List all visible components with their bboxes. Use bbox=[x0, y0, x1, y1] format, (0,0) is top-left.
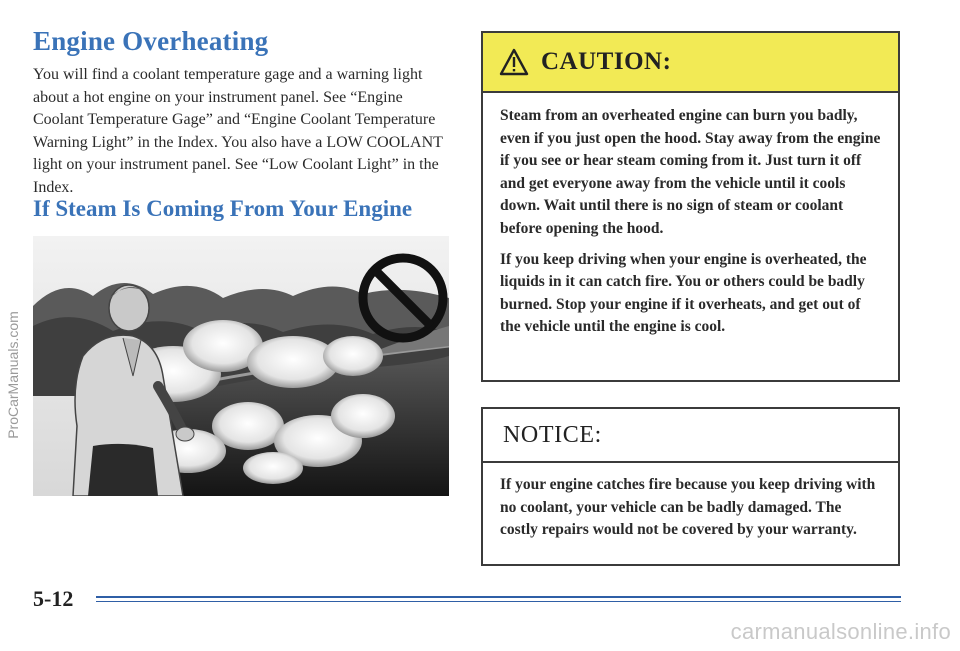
notice-box bbox=[481, 407, 900, 566]
notice-header bbox=[483, 409, 898, 463]
side-watermark bbox=[4, 240, 22, 510]
steam-illustration bbox=[33, 236, 449, 496]
bottom-watermark: carmanualsonline.info bbox=[730, 619, 951, 644]
caution-title: CAUTION: bbox=[541, 48, 672, 75]
intro-paragraph: You will find a coolant temperature gage and a warning light about a hot engine on your instrument panel. See “Engine Coolant Temperature Gage” and “Engine Coolant Temperature Warning Light” in the Index. You also have a LOW COOLANT light on your instrument panel. See “Low Coolant Light” in the Index. bbox=[33, 66, 443, 196]
warning-triangle-icon bbox=[499, 48, 529, 76]
caution-paragraph: Steam from an overheated engine can burn you badly, even if you just open the hood. Stay away from the engine if you see or hear steam coming from it. Just turn it off and get everyone away from the vehicle until it cools down. Wait until there is no sign of steam or coolant before opening the hood. bbox=[500, 107, 881, 237]
notice-body bbox=[483, 463, 898, 542]
caution-header bbox=[483, 33, 898, 93]
caution-body bbox=[483, 93, 898, 339]
caution-box bbox=[481, 31, 900, 382]
side-watermark-text: ProCarManuals.com bbox=[5, 311, 21, 439]
caution-paragraph: If you keep driving when your engine is overheated, the liquids in it can catch fire. You or others could be badly burned. Stop your engine if it overheats, and get out of the vehicle until the engine is cool. bbox=[500, 250, 867, 336]
section-heading: Engine Overheating bbox=[33, 26, 269, 56]
subsection-heading: If Steam Is Coming From Your Engine bbox=[33, 196, 413, 221]
notice-paragraph: If your engine catches fire because you keep driving with no coolant, your vehicle can be badly damaged. The costly repairs would not be covered by your warranty. bbox=[500, 476, 876, 539]
notice-title: NOTICE: bbox=[503, 421, 602, 448]
footer-rule bbox=[96, 596, 901, 598]
footer-rule-thin bbox=[96, 601, 901, 602]
page-number: 5-12 bbox=[33, 586, 74, 611]
